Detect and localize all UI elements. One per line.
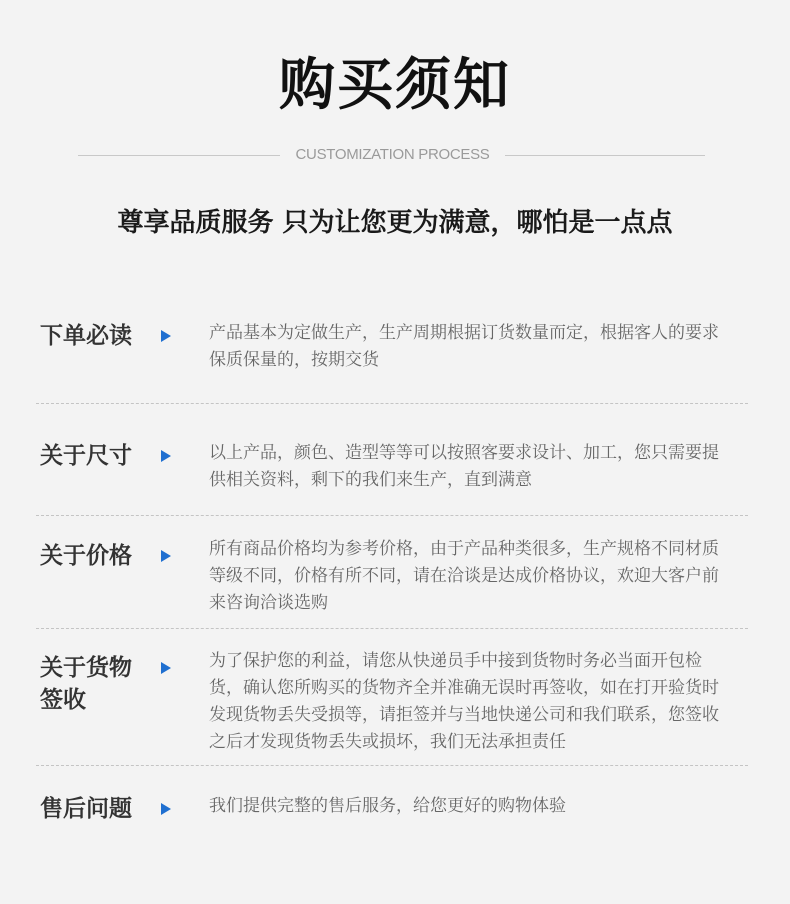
section-label: 下单必读: [40, 323, 132, 349]
section-separator: [36, 628, 748, 629]
section-text: 产品基本为定做生产，生产周期根据订货数量而定，根据客人的要求保质保量的，按期交货: [209, 323, 719, 370]
section-text: 以上产品，颜色、造型等等可以按照客要求设计、加工，您只需要提供相关资料，剩下的我们来生产，直到满意: [209, 443, 719, 490]
section-label: 关于尺寸: [40, 443, 132, 469]
divider-right: [505, 155, 705, 156]
section-separator: [36, 403, 748, 404]
triangle-right-icon: [161, 450, 171, 462]
section-label: 售后问题: [40, 796, 132, 822]
divider-left: [78, 155, 280, 156]
triangle-right-icon: [161, 803, 171, 815]
section-separator: [36, 765, 748, 766]
section-text: 为了保护您的利益，请您从快递员手中接到货物时务必当面开包检货，确认您所购买的货物齐全并准确无误时再签收，如在打开验货时发现货物丢失受损等，请拒签并与当地快递公司和我们联系，您签收之后才发现货物丢失或损坏，我们无法承担责任: [209, 651, 719, 752]
section-text: 所有商品价格均为参考价格，由于产品种类很多，生产规格不同材质等级不同，价格有所不同，请在洽谈是达成价格协议，欢迎大客户前来咨询洽谈选购: [209, 539, 719, 613]
section-label: 关于货物签收: [40, 655, 132, 713]
page-title: 购买须知: [279, 53, 511, 118]
section-label: 关于价格: [40, 543, 132, 569]
subtitle-english: CUSTOMIZATION PROCESS: [295, 146, 490, 163]
section-separator: [36, 515, 748, 516]
triangle-right-icon: [161, 550, 171, 562]
section-text: 我们提供完整的售后服务，给您更好的购物体验: [209, 796, 566, 816]
triangle-right-icon: [161, 330, 171, 342]
tagline: 尊享品质服务 只为让您更为满意，哪怕是一点点: [117, 208, 673, 238]
triangle-right-icon: [161, 662, 171, 674]
